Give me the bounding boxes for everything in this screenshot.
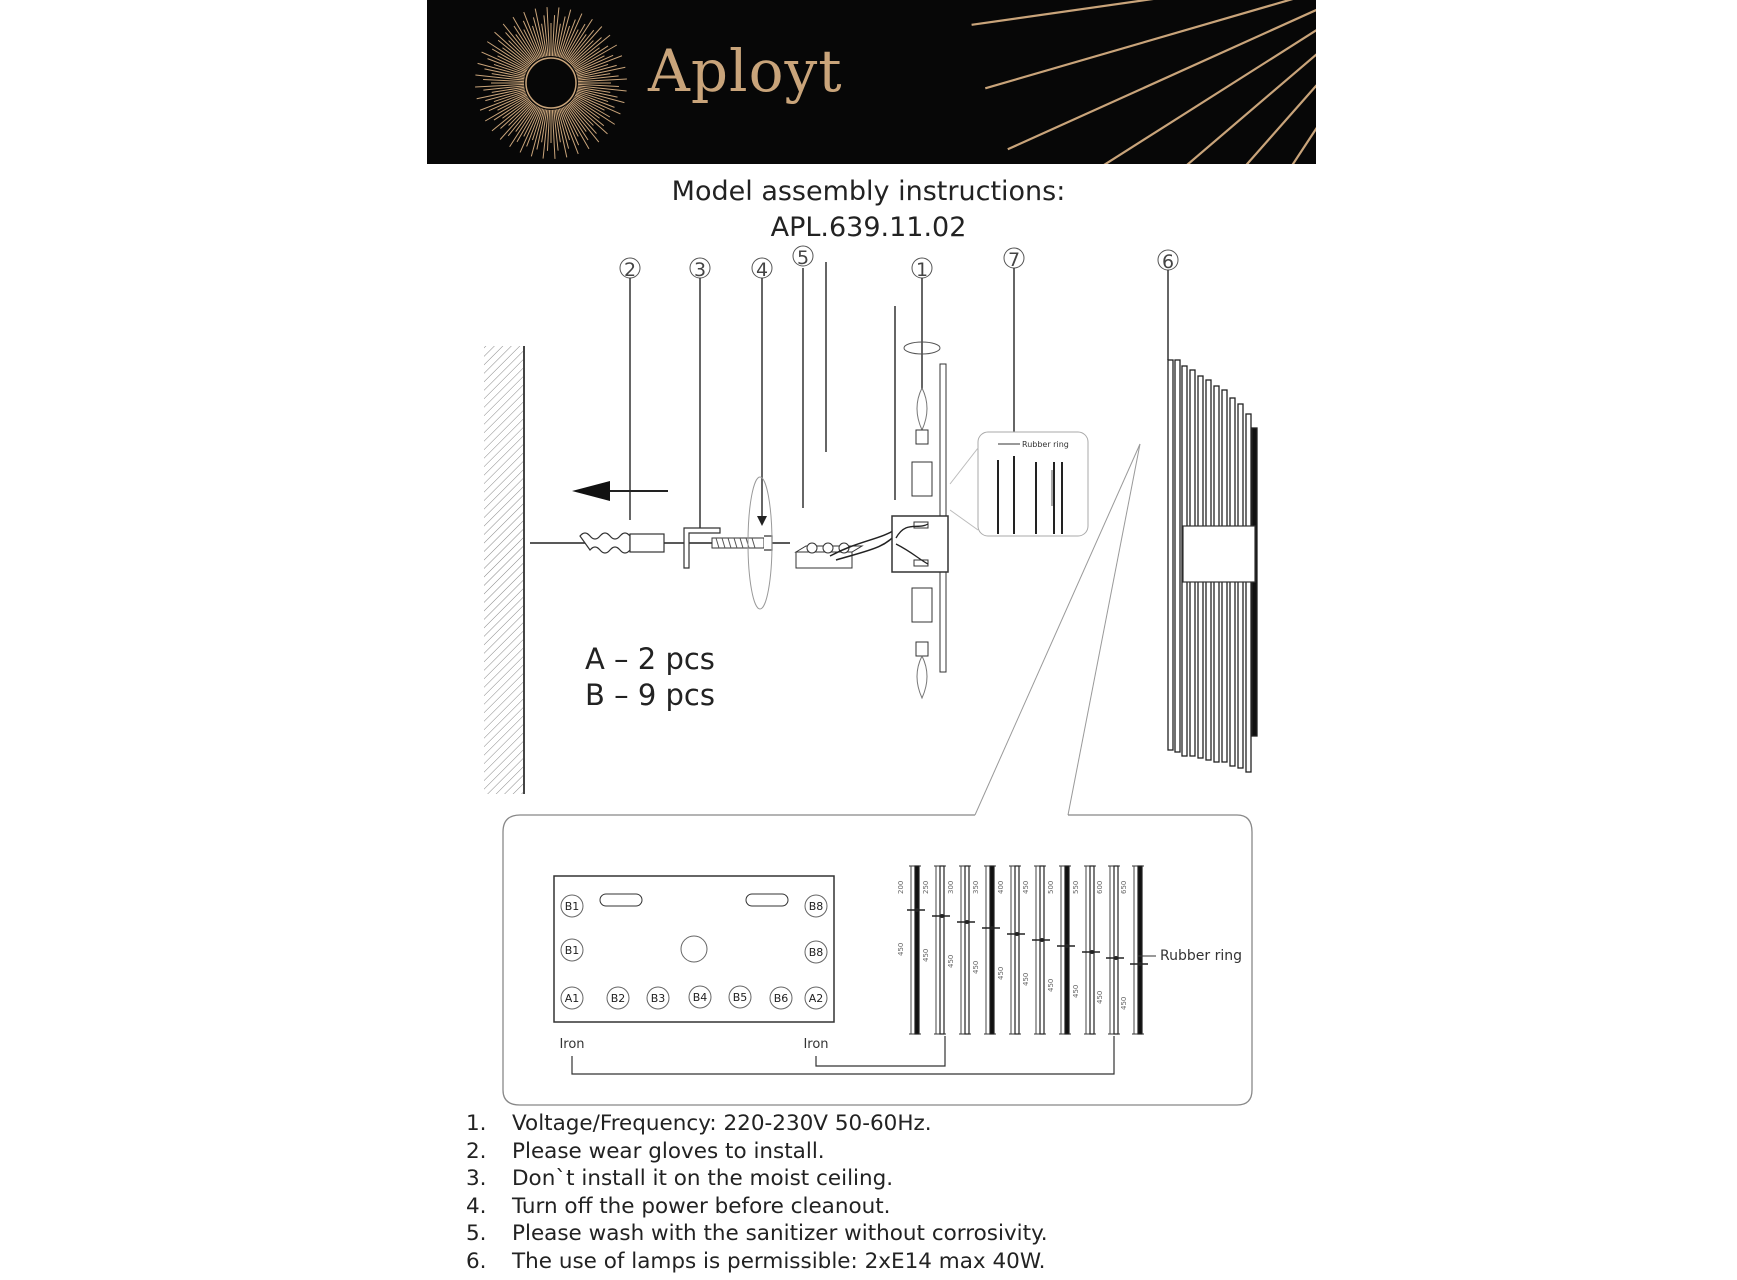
plate-hole-b8 xyxy=(805,941,827,963)
rod-item xyxy=(922,866,950,1034)
rod-length-array xyxy=(897,866,1156,1034)
wall-anchor xyxy=(580,533,664,553)
plate-hole-b2 xyxy=(607,987,629,1009)
svg-text:550: 550 xyxy=(1072,880,1080,894)
model-number: APL.639.11.02 xyxy=(770,212,967,243)
detail-rubber-ring-label: Rubber ring xyxy=(1022,440,1069,449)
lamp-rod xyxy=(1175,360,1180,752)
rod-item xyxy=(1047,866,1075,1034)
rod-item xyxy=(897,866,925,1034)
svg-text:450: 450 xyxy=(1096,990,1104,1004)
note-item: 4. Turn off the power before cleanout. xyxy=(466,1193,891,1219)
rod-item xyxy=(1120,866,1148,1034)
plate-hole-b3 xyxy=(647,987,669,1009)
svg-text:6: 6 xyxy=(1161,251,1175,273)
svg-text:B6: B6 xyxy=(773,992,789,1005)
svg-text:A1: A1 xyxy=(564,992,580,1005)
lamp-body xyxy=(892,306,948,698)
svg-text:350: 350 xyxy=(972,880,980,894)
callout-4 xyxy=(752,258,772,526)
rubber-ring-label: Rubber ring xyxy=(1160,948,1242,964)
svg-text:450: 450 xyxy=(947,954,955,968)
rod-item xyxy=(947,866,975,1034)
note-item: 6. The use of lamps is permissible: 2xE14 max 40W. xyxy=(466,1248,1046,1274)
svg-text:450: 450 xyxy=(1022,880,1030,894)
rubber-ring-detail xyxy=(950,432,1088,536)
svg-text:B8: B8 xyxy=(808,946,824,959)
svg-text:B4: B4 xyxy=(692,991,708,1004)
svg-text:200: 200 xyxy=(897,880,905,894)
svg-text:5: 5 xyxy=(796,247,810,269)
svg-text:600: 600 xyxy=(1096,880,1104,894)
note-item: 5. Please wash with the sanitizer without corrosivity. xyxy=(466,1221,1048,1247)
svg-text:B1: B1 xyxy=(564,944,580,957)
note-item: 2. Please wear gloves to install. xyxy=(466,1138,825,1164)
callout-3 xyxy=(690,258,710,530)
plate-hole-a1 xyxy=(561,987,583,1009)
svg-text:4: 4 xyxy=(755,259,769,281)
terminal-block xyxy=(796,528,898,568)
svg-text:B1: B1 xyxy=(564,900,580,913)
svg-text:B3: B3 xyxy=(650,992,666,1005)
svg-text:500: 500 xyxy=(1047,880,1055,894)
svg-text:450: 450 xyxy=(1072,984,1080,998)
svg-text:1: 1 xyxy=(915,259,929,281)
plate-hole-b6 xyxy=(770,987,792,1009)
callout-6 xyxy=(1158,250,1178,360)
wall xyxy=(484,346,524,794)
lamp-rod xyxy=(1168,360,1173,750)
plate-hole-b1 xyxy=(561,939,583,961)
iron-wiring xyxy=(572,1036,1114,1074)
screw xyxy=(712,477,772,609)
svg-text:450: 450 xyxy=(897,942,905,956)
note-item: 3. Don`t install it on the moist ceiling. xyxy=(466,1166,894,1192)
svg-text:450: 450 xyxy=(997,966,1005,980)
rod-item xyxy=(1022,866,1050,1034)
svg-text:3: 3 xyxy=(693,259,707,281)
rod-item xyxy=(997,866,1025,1034)
callout-2 xyxy=(620,258,640,520)
svg-text:A2: A2 xyxy=(808,992,824,1005)
svg-text:300: 300 xyxy=(947,880,955,894)
document-title: Model assembly instructions: xyxy=(671,176,1066,207)
svg-text:7: 7 xyxy=(1007,249,1021,271)
plate-hole-a2 xyxy=(805,987,827,1009)
svg-text:B8: B8 xyxy=(808,900,824,913)
lamp-rod xyxy=(1246,414,1251,772)
svg-text:450: 450 xyxy=(1022,972,1030,986)
safety-notes xyxy=(466,1110,1048,1276)
svg-text:450: 450 xyxy=(922,948,930,962)
svg-text:450: 450 xyxy=(1047,978,1055,992)
callout-1 xyxy=(912,258,932,400)
quantity-b: B – 9 pcs xyxy=(585,678,715,712)
plate-hole-b4 xyxy=(689,986,711,1008)
svg-text:400: 400 xyxy=(997,880,1005,894)
center-hole xyxy=(681,936,707,962)
iron-label-right: Iron xyxy=(803,1037,829,1052)
brand-logo-text: Aployt xyxy=(648,37,843,105)
plate-hole-b5 xyxy=(729,986,751,1008)
svg-text:450: 450 xyxy=(1120,996,1128,1010)
svg-text:450: 450 xyxy=(972,960,980,974)
callout-7 xyxy=(1004,248,1024,432)
svg-text:250: 250 xyxy=(922,880,930,894)
quantity-a: A – 2 pcs xyxy=(585,642,715,676)
svg-text:B2: B2 xyxy=(610,992,626,1005)
svg-text:B5: B5 xyxy=(732,991,748,1004)
svg-text:2: 2 xyxy=(623,259,637,281)
lamp-center-plate xyxy=(1183,526,1255,582)
lamp-rod xyxy=(1238,404,1243,768)
note-item: 1. Voltage/Frequency: 220-230V 50-60Hz. xyxy=(466,1111,932,1136)
iron-label-left: Iron xyxy=(559,1037,585,1052)
callout-5 xyxy=(793,246,826,508)
rod-item xyxy=(972,866,1000,1034)
plate-hole-b1 xyxy=(561,895,583,917)
svg-text:650: 650 xyxy=(1120,880,1128,894)
direction-arrow xyxy=(572,481,668,501)
plate-hole-b8 xyxy=(805,895,827,917)
